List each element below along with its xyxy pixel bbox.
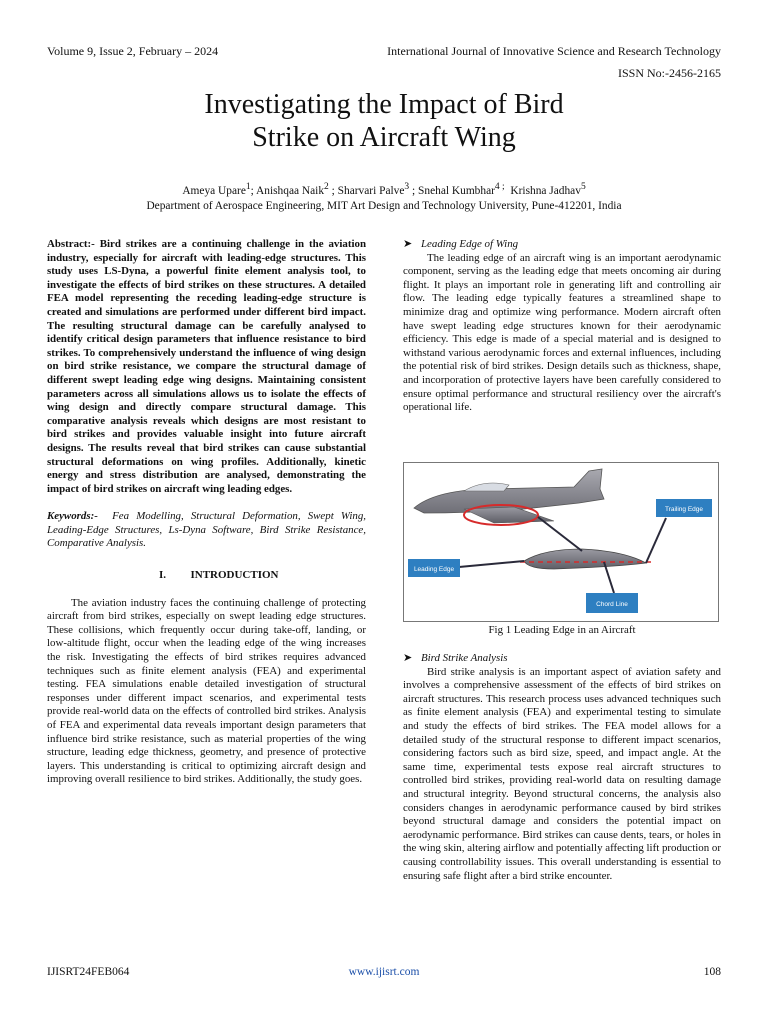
fuselage-shape: [414, 469, 604, 513]
author-name: Anishqaa Naik: [256, 184, 325, 197]
author-sup: 1: [245, 182, 251, 192]
title-line-1: Investigating the Impact of Bird: [204, 89, 564, 120]
keywords-text: Fea Modelling, Structural Deformation, Swept Wing, Leading-Edge Structures, Ls-Dyna Software, Bird Strike Resistance, Comparative Analysis.: [47, 510, 369, 550]
section-title: INTRODUCTION: [190, 569, 279, 582]
footer-paper-id: IJISRT24FEB064: [47, 966, 130, 978]
airfoil-shape: [524, 549, 646, 569]
authors-block: [0, 180, 768, 214]
author-sup: 4 ;: [494, 182, 505, 192]
bird-strike-paragraph: Bird strike analysis is an important aspect of aviation safety and involves a comprehensive assessment of the effects of bird strikes on aircraft structures. This research process uses advanced techniques such as finite element analysis (FEA) and experimental testing to simulate and study the effects of bird strikes. The FEA model allows for a detailed study of the structural response to different impact scenarios, considering factors such as bird size, speed, and impact angle. At the same time, experimental tests expose real aircraft structures to controlled bird strikes, providing real-world data on resulting damage and structural integrity. Beyond structural concerns, the analysis also considers changes in aerodynamic performance caused by bird strikes beyond structural damage and considers the potential impact on aerodynamic performance. Bird strikes can cause dents, tears, or holes in the wing skin, altering airflow and potentially affecting lift production or causing controllability issues. This overall understanding is essential to ensuring safe flight after a bird strike encounter.: [403, 665, 721, 882]
subsection-heading-bird-strike: [403, 652, 721, 666]
figure-leading-edge: [403, 462, 719, 622]
subsection-title: Leading Edge of Wing: [421, 238, 519, 250]
abstract-label: Abstract:-: [47, 238, 95, 250]
author-name: Ameya Upare: [182, 184, 246, 197]
keywords-label: Keywords:-: [47, 510, 98, 523]
abstract: [47, 238, 366, 496]
subsection-heading-leading-edge: [403, 238, 721, 252]
label-trailing-edge: Trailing Edge: [664, 506, 704, 513]
author-sep: ;: [328, 184, 338, 197]
figure-caption: Fig 1 Leading Edge in an Aircraft: [488, 624, 636, 636]
section-heading-introduction: [47, 569, 366, 583]
footer-page-number: 108: [703, 966, 721, 978]
connector-highlight: [538, 517, 582, 551]
author-sup: 5: [580, 182, 586, 192]
author-list: [0, 180, 768, 199]
footer-url-link[interactable]: www.ijisrt.com: [348, 966, 420, 978]
arrow-bullet-icon: ➤: [403, 238, 413, 250]
section-number: I.: [158, 569, 166, 582]
aircraft-diagram: [404, 463, 718, 621]
author-sep: ;: [409, 184, 419, 197]
connector-leading: [459, 561, 524, 567]
canopy-shape: [464, 483, 509, 491]
right-column-top: [403, 238, 721, 415]
left-column: [47, 238, 369, 787]
author-sup: 3: [404, 182, 410, 192]
author-sep: ;: [250, 184, 257, 197]
author-name: Snehal Kumbhar: [418, 184, 495, 197]
leading-edge-paragraph: The leading edge of an aircraft wing is an important aerodynamic component, serving as the leading edge that meets oncoming air during flight. It plays an important role in generating lift and controlling air flow. The leading edge typically features a streamlined shape to minimize drag and optimize wing performance. Modern aircraft often have swept leading edge structures known for their aerodynamic efficiency. This edge is made of a special material and is designed to withstand various aerodynamic forces and external influences, including the potential risk of bird strikes. Design details such as thickness, shape, and incorporation of protective layers have been carefully considered to ensure optimal performance and structural resiliency over the aircraft's operational life.: [403, 251, 721, 414]
arrow-bullet-icon: ➤: [403, 652, 413, 664]
title-line-2: Strike on Aircraft Wing: [252, 122, 516, 153]
affiliation: Department of Aerospace Engineering, MIT Art Design and Technology University, Pune-412201, India: [146, 199, 622, 212]
label-chord-line: Chord Line: [596, 601, 628, 608]
header-journal: International Journal of Innovative Science and Research Technology: [387, 44, 721, 58]
header-volume: Volume 9, Issue 2, February – 2024: [47, 44, 219, 58]
intro-paragraph: The aviation industry faces the continuing challenge of protecting aircraft from bird strikes, especially on swept leading edge structures. These collisions, which frequently occur during take-off, landing, or low-altitude flight, occur when the leading edge of the wing increases the risk. Investigating the effects of bird strikes requires advanced techniques such as finite element analysis (FEA) and experimental testing. FEA simulations enable detailed investigation of structural responses under different impact scenarios, and experimental tests provide real-world data on the effects of controlled bird strikes. Analysis of FEA and experimental data reveals important design parameters that influence bird strike resistance, such as material properties of the wing structure, leading edge thickness, geometry, and presence of protective layers. This understanding is critical to optimizing aircraft design and improving overall resilience to bird strikes. Additionally, the study goes.: [47, 596, 366, 786]
right-column-bottom: [403, 652, 721, 883]
paper-title: [0, 88, 768, 154]
abstract-text: Bird strikes are a continuing challenge in the aviation industry, especially for aircraft with leading-edge structures. This study uses LS-Dyna, a powerful finite element analysis tool, to investigate the effects of bird strikes on these structures. A detailed FEA model representing the receding leading-edge structure is created and simulations are performed under different bird impact. The resulting structural damage can be carefully analysed to identify critical design parameters that influence resistance to bird strikes. To comprehensively understand the influence of wing design on bird strike resistance, we compare the structural damage of different swept leading edge wing designs. Maintaining consistent parameters across all simulations allows us to isolate the effects of wing design and directly compare structural damage. This comparative analysis reveals which designs are most resistant to bird strikes and provides valuable insight into future aircraft designs. The results reveal that bird strikes can cause substantial structural deformations on wing profiles. Additionally, kinetic energy and stress distribution are analysed, demonstrating the impact of bird strikes on aircraft wing leading edges.: [47, 238, 366, 495]
author-sup: 2: [324, 182, 329, 192]
header-issn: ISSN No:-2456-2165: [617, 66, 721, 80]
subsection-title: Bird Strike Analysis: [421, 652, 508, 664]
connector-trailing: [646, 518, 666, 563]
author-name: Krishna Jadhav: [510, 184, 581, 197]
upper-wing-shape: [464, 507, 554, 523]
keywords: [47, 510, 369, 551]
label-leading-edge: Leading Edge: [413, 566, 455, 573]
author-name: Sharvari Palve: [337, 184, 405, 197]
